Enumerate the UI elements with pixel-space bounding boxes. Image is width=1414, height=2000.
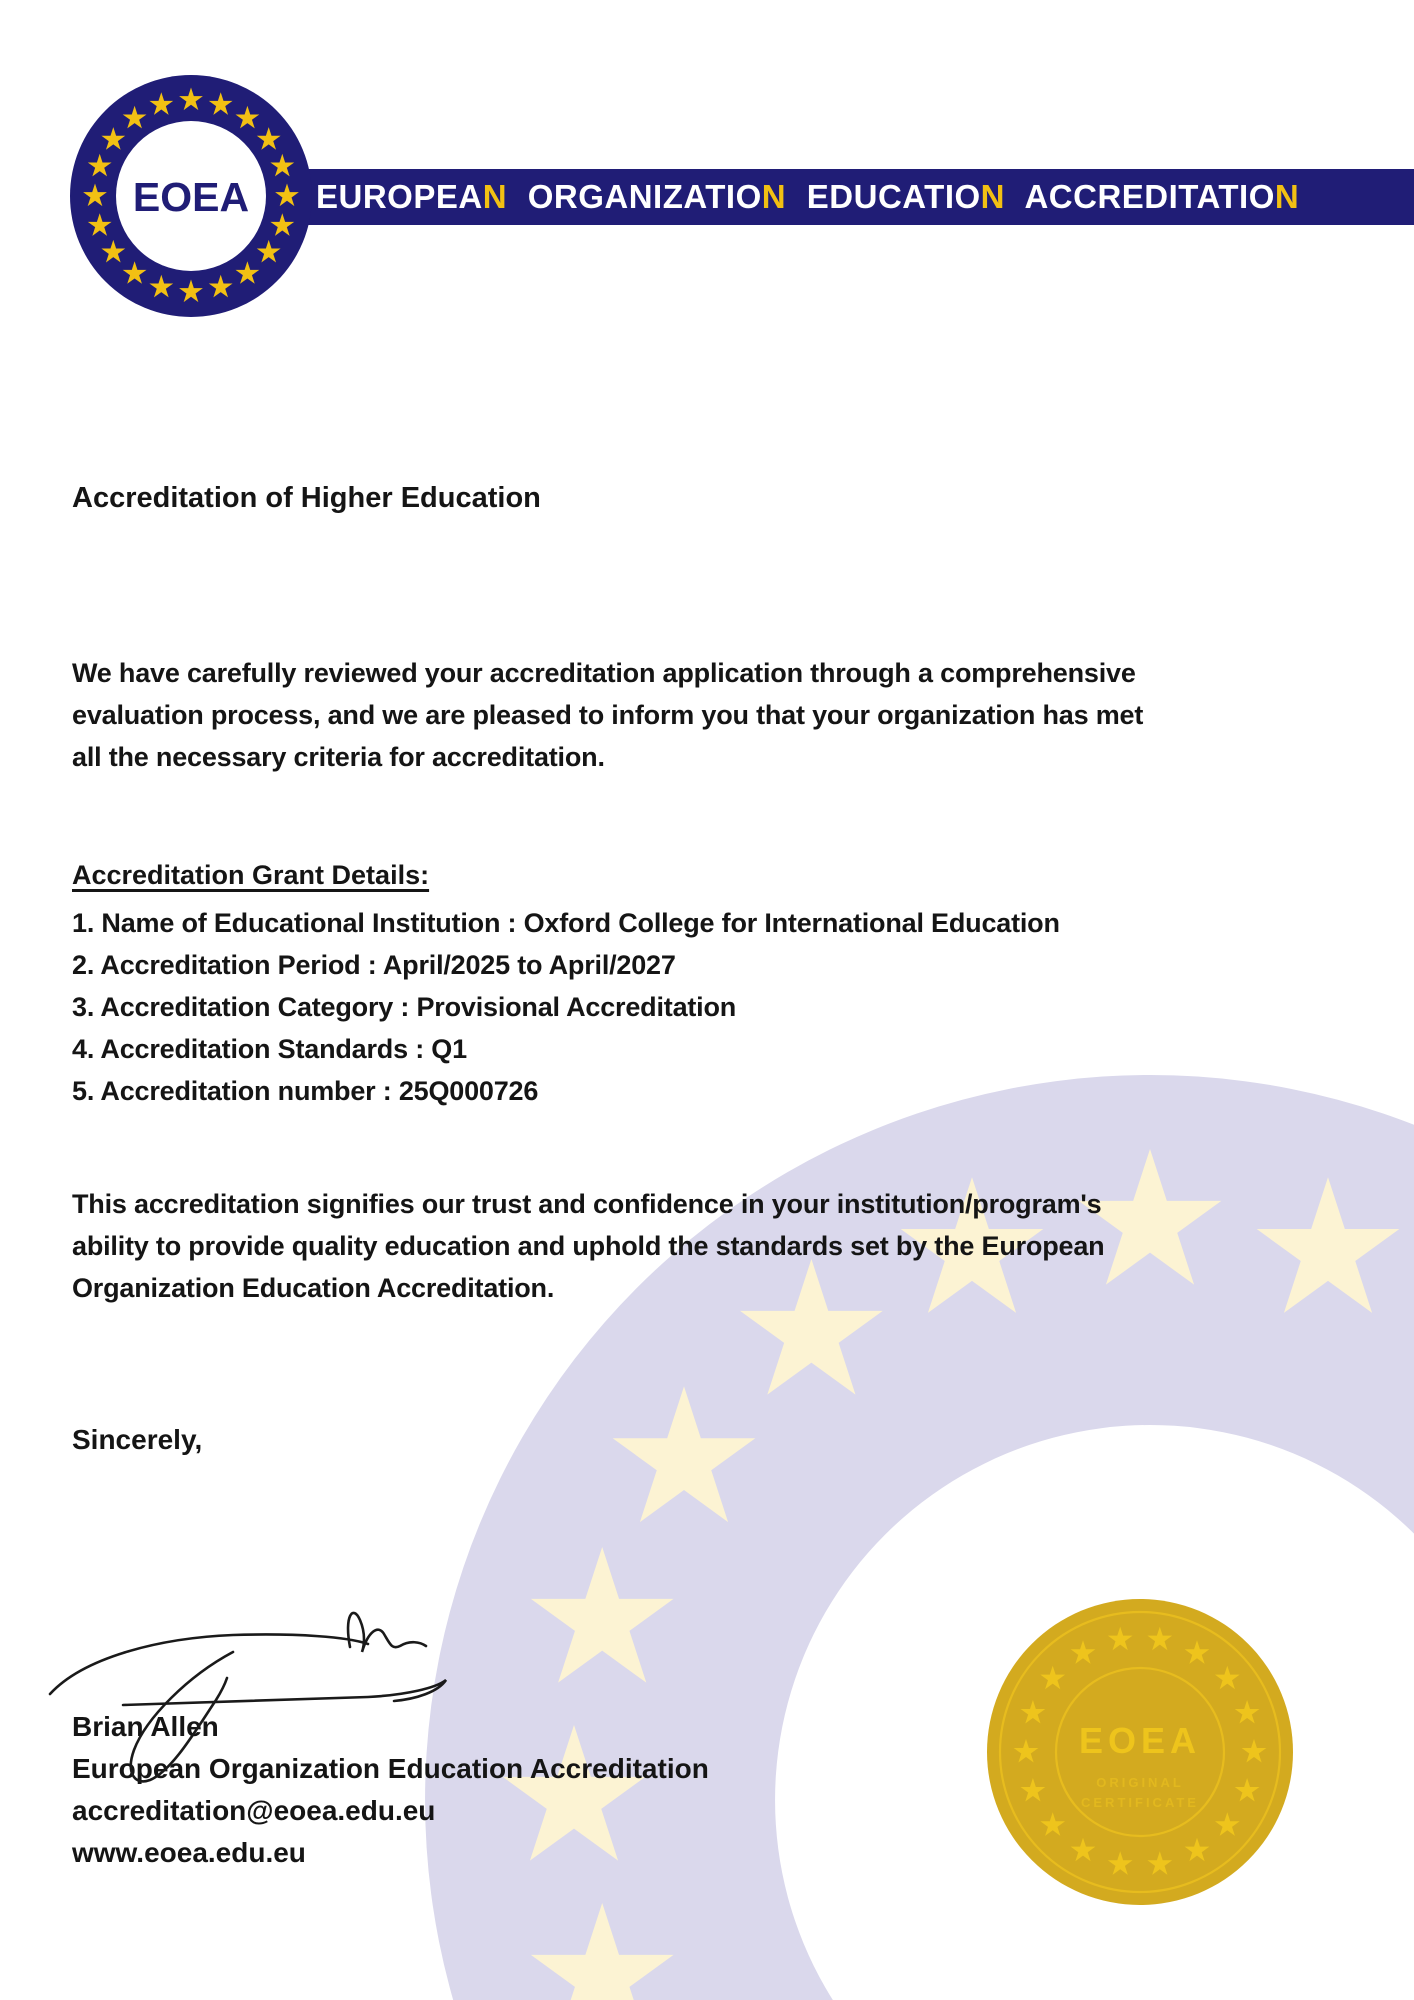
seal-label-certificate: CERTIFICATE: [1081, 1795, 1199, 1810]
signer-email: accreditation@eoea.edu.eu: [72, 1795, 436, 1826]
grant-details-list: [72, 902, 1060, 1112]
banner-word: ACCREDITATION: [1024, 178, 1300, 215]
letter-subject: Accreditation of Higher Education: [72, 482, 541, 514]
banner-word: EUROPEAN: [316, 178, 508, 215]
logo-acronym: EOEA: [132, 174, 250, 220]
paragraph-line: This accreditation signifies our trust and confidence in your institution/program's: [72, 1189, 1102, 1219]
paragraph-line: evaluation process, and we are pleased to inform you that your organization has met: [72, 700, 1144, 730]
signer-website: www.eoea.edu.eu: [72, 1837, 306, 1868]
seal-label-original: ORIGINAL: [1096, 1775, 1184, 1790]
statement-paragraph: [72, 1183, 1104, 1309]
eoea-logo: [70, 75, 312, 317]
grant-item: 4. Accreditation Standards : Q1: [72, 1034, 467, 1064]
gold-certificate-seal: [987, 1599, 1293, 1905]
signer-organization: European Organization Education Accreditation: [72, 1753, 709, 1784]
signoff: Sincerely,: [72, 1424, 203, 1455]
intro-paragraph: [72, 652, 1143, 778]
grant-item: 2. Accreditation Period : April/2025 to April/2027: [72, 950, 676, 980]
paragraph-line: ability to provide quality education and uphold the standards set by the European: [72, 1231, 1105, 1261]
seal-acronym: EOEA: [1078, 1720, 1202, 1761]
grant-details-heading: Accreditation Grant Details:: [72, 860, 430, 890]
header-banner: [250, 169, 1414, 225]
signature-scribble: [38, 1592, 478, 1822]
banner-word: ORGANIZATION: [527, 178, 787, 215]
paragraph-line: Organization Education Accreditation.: [72, 1273, 555, 1303]
paragraph-line: all the necessary criteria for accreditation.: [72, 742, 605, 772]
grant-item: 1. Name of Educational Institution : Oxford College for International Education: [72, 908, 1060, 938]
grant-item: 3. Accreditation Category : Provisional Accreditation: [72, 992, 737, 1022]
banner-word: EDUCATION: [806, 178, 1006, 215]
grant-item: 5. Accreditation number : 25Q000726: [72, 1076, 539, 1106]
signer-name: Brian Allen: [72, 1711, 219, 1742]
paragraph-line: We have carefully reviewed your accreditation application through a comprehensive: [72, 658, 1136, 688]
